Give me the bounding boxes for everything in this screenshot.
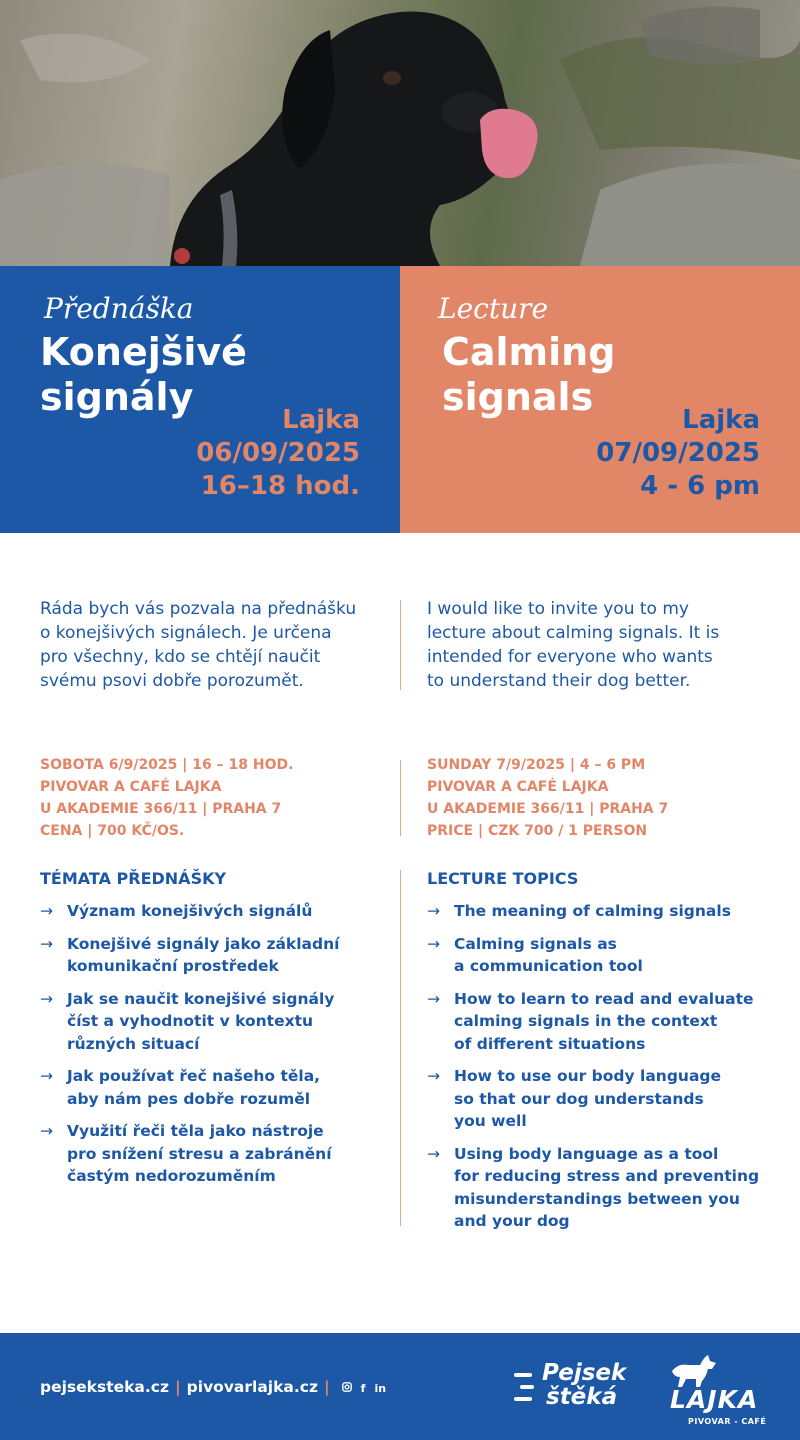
topic-text: calming signals in the context	[454, 1012, 718, 1030]
link-pivovarlajka[interactable]: pivovarlajka.cz	[186, 1378, 318, 1396]
topic-text: you well	[454, 1112, 527, 1130]
event-details-cz	[40, 754, 380, 842]
pejsek-steka-logo[interactable]	[514, 1353, 634, 1419]
topics-list-cz	[40, 900, 380, 1198]
intro-line: I would like to invite you to my	[427, 599, 689, 619]
separator: |	[323, 1378, 330, 1396]
link-pejseksteka[interactable]: pejseksteka.cz	[40, 1378, 169, 1396]
detail-venue: PIVOVAR A CAFÉ LAJKA	[40, 779, 222, 795]
topic-text: of different situations	[454, 1034, 646, 1053]
topic-text: aby nám pes dobře rozuměl	[67, 1089, 311, 1108]
hero-photo	[0, 0, 800, 266]
topic-text: Využití řeči těla jako nástroje	[67, 1122, 324, 1140]
pejsek-steka-wordmark	[542, 1361, 626, 1409]
arrow-right-icon: →	[427, 989, 440, 1008]
arrow-right-icon: →	[40, 1122, 53, 1140]
separator: |	[174, 1378, 181, 1396]
divider-topics	[400, 870, 401, 1226]
title-cz-line1: Konejšivé	[40, 330, 247, 374]
intro-line: o konejšivých signálech. Je určena	[40, 623, 332, 643]
topic-item	[427, 900, 767, 923]
arrow-right-icon: →	[427, 934, 440, 953]
topic-text: so that our dog understands	[454, 1089, 704, 1108]
intro-text-cz	[40, 597, 380, 693]
topic-item	[40, 1120, 380, 1188]
topic-text: How to use our body language	[454, 1067, 722, 1085]
intro-line: svému psovi dobře porozumět.	[40, 671, 304, 691]
topic-text: Význam konejšivých signálů	[67, 902, 313, 920]
title-cz-line2: signály	[40, 375, 194, 419]
dog-illustration	[0, 0, 800, 266]
topic-item	[427, 1065, 767, 1133]
topic-text: číst a vyhodnotit v kontextu	[67, 1012, 314, 1030]
venue-cz: Lajka	[282, 405, 360, 435]
topic-text: komunikační prostředek	[67, 957, 279, 975]
topic-text: Jak se naučit konejšivé signály	[67, 989, 335, 1008]
logo-line: štěká	[546, 1384, 618, 1410]
social-icons	[342, 1382, 395, 1395]
intro-line: pro všechny, kdo se chtějí naučit	[40, 647, 321, 667]
intro-line: lecture about calming signals. It is	[427, 623, 720, 643]
arrow-right-icon: →	[427, 1144, 440, 1163]
topic-text: misunderstandings between you	[454, 1189, 740, 1208]
topic-text: The meaning of calming signals	[454, 902, 731, 920]
date-en: 07/09/2025	[596, 438, 760, 468]
topic-text: Jak používat řeč našeho těla,	[67, 1067, 321, 1085]
topic-item	[427, 1143, 767, 1233]
kicker-en: Lecture	[438, 292, 549, 325]
arrow-right-icon: →	[40, 1067, 53, 1085]
arrow-right-icon: →	[40, 902, 53, 920]
topic-text: a communication tool	[454, 957, 643, 975]
topic-item	[40, 1065, 380, 1110]
detail-price: CENA | 700 KČ/OS.	[40, 823, 185, 839]
arrow-right-icon: →	[40, 934, 53, 953]
topic-item	[427, 988, 767, 1056]
arrow-right-icon: →	[40, 989, 53, 1008]
topic-text: Konejšivé signály jako základní	[67, 934, 340, 953]
event-details-en	[427, 754, 767, 842]
event-meta-en	[596, 404, 760, 503]
footer-links	[40, 1378, 395, 1396]
intro-line: intended for everyone who wants	[427, 647, 713, 667]
detail-price: PRICE | CZK 700 / 1 PERSON	[427, 823, 648, 839]
title-en-line1: Calming	[442, 330, 616, 374]
title-panel-en	[400, 266, 800, 533]
topics-heading-cz: TÉMATA PŘEDNÁŠKY	[40, 869, 227, 888]
topic-text: and your dog	[454, 1212, 570, 1230]
detail-date-time: SUNDAY 7/9/2025 | 4 – 6 PM	[427, 757, 646, 773]
event-meta-cz	[196, 404, 360, 503]
instagram-icon[interactable]	[342, 1382, 352, 1395]
divider-intro	[400, 600, 401, 690]
dog-silhouette-icon	[668, 1351, 718, 1387]
detail-date-time: SOBOTA 6/9/2025 | 16 – 18 HOD.	[40, 757, 294, 773]
date-cz: 06/09/2025	[196, 438, 360, 468]
venue-en: Lajka	[682, 405, 760, 435]
topics-heading-en: LECTURE TOPICS	[427, 869, 579, 888]
speech-lines-icon	[514, 1369, 540, 1409]
title-panel-cz	[0, 266, 400, 533]
topic-text: Calming signals as	[454, 934, 617, 953]
linkedin-icon[interactable]: in	[374, 1382, 387, 1395]
footer	[0, 1333, 800, 1440]
time-cz: 16–18 hod.	[200, 471, 360, 501]
topic-text: různých situací	[67, 1034, 200, 1053]
intro-line: Ráda bych vás pozvala na přednášku	[40, 599, 357, 619]
intro-text-en	[427, 597, 767, 693]
detail-address: U AKADEMIE 366/11 | PRAHA 7	[40, 801, 282, 817]
topic-item	[40, 900, 380, 923]
topics-list-en	[427, 900, 767, 1243]
title-en-line2: signals	[442, 375, 594, 419]
topic-item	[40, 988, 380, 1056]
topic-item	[40, 933, 380, 978]
detail-address: U AKADEMIE 366/11 | PRAHA 7	[427, 801, 669, 817]
arrow-right-icon: →	[427, 902, 440, 920]
logo-line: Pejsek	[542, 1360, 627, 1386]
time-en: 4 - 6 pm	[640, 471, 760, 501]
intro-line: to understand their dog better.	[427, 671, 691, 691]
lajka-wordmark: LAJKA	[670, 1385, 759, 1414]
facebook-icon[interactable]: f	[360, 1382, 366, 1395]
lajka-subtitle: PIVOVAR - CAFÉ	[688, 1417, 767, 1426]
topic-text: How to learn to read and evaluate	[454, 989, 754, 1008]
arrow-right-icon: →	[427, 1067, 440, 1085]
topic-text: častým nedorozuměním	[67, 1167, 276, 1185]
topic-item	[427, 933, 767, 978]
topic-text: pro snížení stresu a zabránění	[67, 1144, 332, 1163]
topic-text: Using body language as a tool	[454, 1144, 719, 1163]
detail-venue: PIVOVAR A CAFÉ LAJKA	[427, 779, 609, 795]
lajka-logo[interactable]	[664, 1351, 774, 1431]
divider-details	[400, 760, 401, 836]
kicker-cz: Přednáška	[44, 292, 194, 325]
topic-text: for reducing stress and preventing	[454, 1167, 760, 1185]
